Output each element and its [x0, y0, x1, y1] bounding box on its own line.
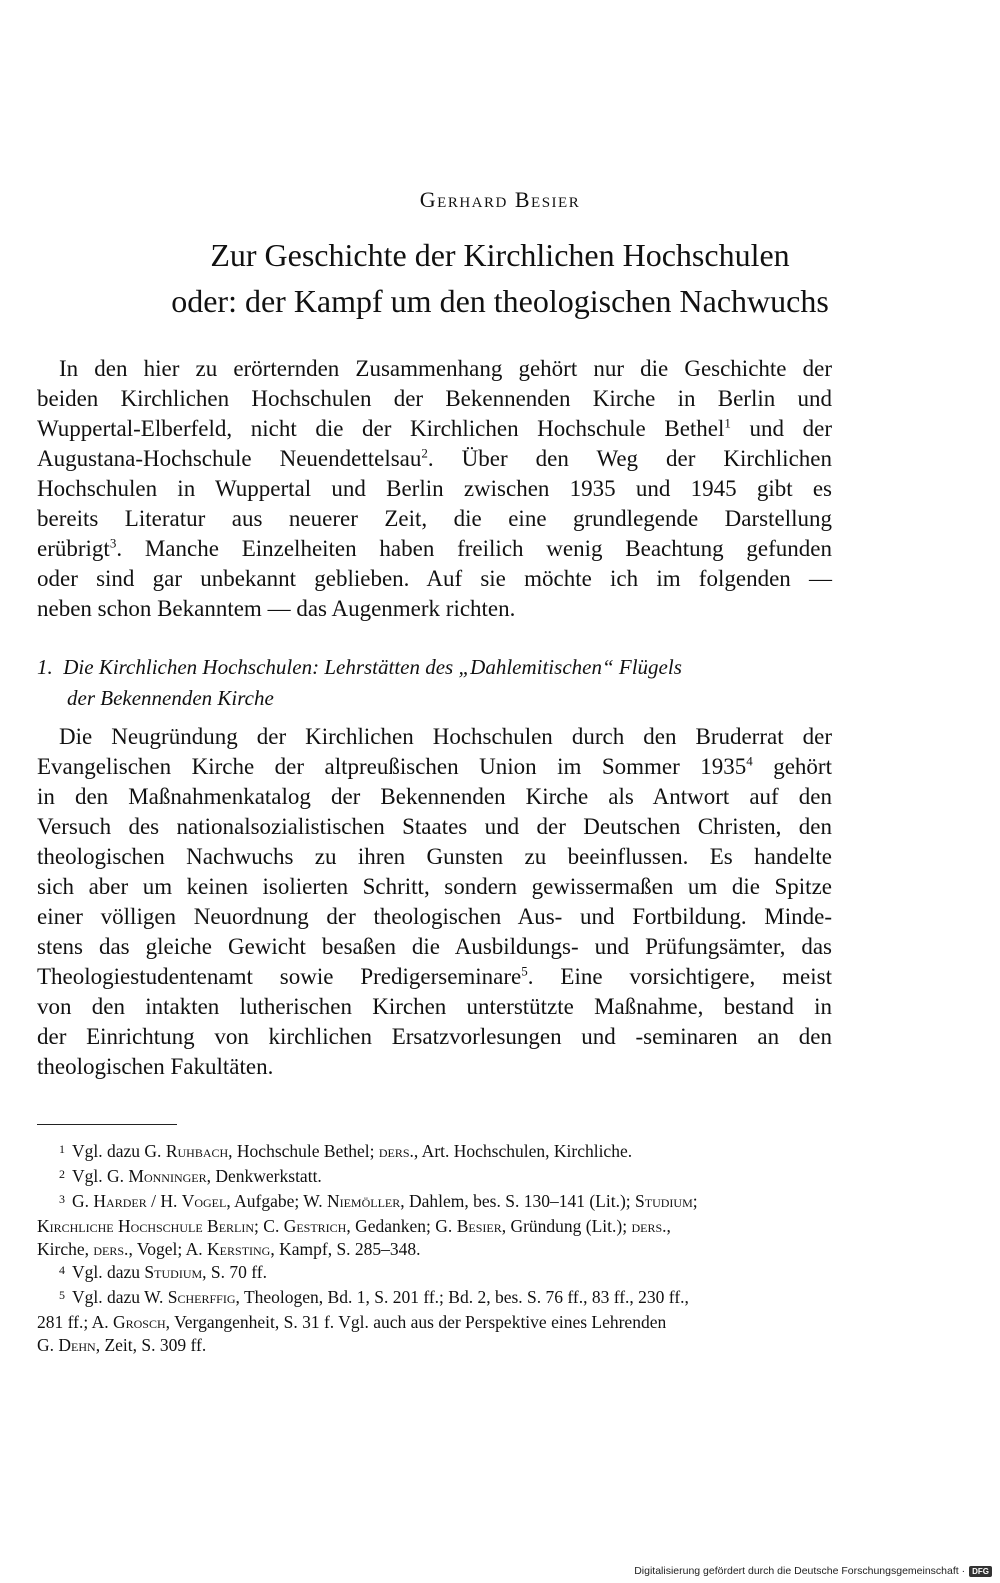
text-line: oder sind gar unbekannt geblieben. Auf sie möchte ich im folgenden — — [37, 566, 832, 591]
title-line-1: Zur Geschichte der Kirchlichen Hochschulen — [210, 237, 790, 273]
intro-paragraph — [37, 354, 832, 624]
text-line: beiden Kirchlichen Hochschulen der Bekennenden Kirche in Berlin und — [37, 386, 832, 411]
text-line: Augustana-Hochschule Neuendettelsau$^2$. Über den Weg der Kirchlichen — [37, 445, 832, 471]
text-line: stens das gleiche Gewicht besaßen die Ausbildungs- und Prüfungsämter, das — [37, 934, 832, 959]
text-line: theologischen Nachwuchs zu ihren Gunsten zu beeinflussen. Es handelte — [37, 844, 832, 869]
text-line: von den intakten lutherischen Kirchen unterstützte Maßnahme, bestand in — [37, 994, 832, 1019]
section-heading — [37, 652, 832, 714]
text-line: Evangelischen Kirche der altpreußischen Union im Sommer 1935$^4$ gehört — [37, 753, 832, 779]
footnote-3-cont: Kirchliche Hochschule Berlin; C. Gestrich, Gedanken; G. Besier, Gründung (Lit.); ders., — [37, 1216, 671, 1236]
title-line-2: oder: der Kampf um den theologischen Nachwuchs — [171, 283, 829, 319]
text-line: Hochschulen in Wuppertal und Berlin zwischen 1935 und 1945 gibt es — [37, 476, 832, 501]
text-line: Versuch des nationalsozialistischen Staates und der Deutschen Christen, den — [37, 814, 832, 839]
footnote-3-cont: Kirche, ders., Vogel; A. Kersting, Kampf, S. 285–348. — [37, 1239, 421, 1259]
footnote-rule — [37, 1124, 177, 1125]
text-line: in den Maßnahmenkatalog der Bekennenden Kirche als Antwort auf den — [37, 784, 832, 809]
text-line: theologischen Fakultäten. — [37, 1054, 274, 1079]
footnotes — [37, 1140, 832, 1357]
footnote-ref: 2 — [421, 445, 428, 461]
text-line: erübrigt$^3$. Manche Einzelheiten haben freilich wenig Beachtung gefunden — [37, 535, 832, 561]
footnote-3: 3 G. Harder / H. Vogel, Aufgabe; W. Niemöller, Dahlem, bes. S. 130–141 (Lit.); Studium; — [59, 1191, 698, 1211]
footnote-5-cont: G. Dehn, Zeit, S. 309 ff. — [37, 1335, 207, 1355]
text-line: sich aber um keinen isolierten Schritt, sondern gewissermaßen um die Spitze — [37, 874, 832, 899]
section-heading-line-2: der Bekennenden Kirche — [67, 686, 274, 710]
footnote-ref: 4 — [746, 753, 753, 769]
text-line: Theologiestudentenamt sowie Predigerseminare$^5$. Eine vorsichtigere, meist — [37, 963, 832, 989]
credit-text: Digitalisierung gefördert durch die Deutsche Forschungsgemeinschaft · — [634, 1565, 966, 1577]
text-line: Wuppertal-Elberfeld, nicht die der Kirchlichen Hochschule Bethel$^1$ und der — [37, 415, 832, 441]
article-title — [0, 232, 1000, 324]
text-line: der Einrichtung von kirchlichen Ersatzvorlesungen und -seminaren an den — [37, 1024, 832, 1049]
dfg-logo-icon: DFG — [969, 1566, 992, 1577]
footnote-4: 4 Vgl. dazu Studium, S. 70 ff. — [59, 1262, 267, 1282]
footnote-1: 1 Vgl. dazu G. Ruhbach, Hochschule Bethel; ders., Art. Hochschulen, Kirchliche. — [59, 1141, 633, 1161]
section-paragraph — [37, 722, 832, 1082]
text-line: einer völligen Neuordnung der theologischen Aus- und Fortbildung. Minde- — [37, 904, 832, 929]
text-line: neben schon Bekanntem — das Augenmerk richten. — [37, 596, 516, 621]
section-heading-line-1: 1. Die Kirchlichen Hochschulen: Lehrstätten des „Dahlemitischen“ Flügels — [37, 655, 682, 679]
text-line: bereits Literatur aus neuerer Zeit, die eine grundlegende Darstellung — [37, 506, 832, 531]
footnote-5-cont: 281 ff.; A. Grosch, Vergangenheit, S. 31 f. Vgl. auch aus der Perspektive eines Lehrenden — [37, 1312, 667, 1332]
text-line: In den hier zu erörternden Zusammenhang gehört nur die Geschichte der — [59, 356, 832, 381]
text-line: Die Neugründung der Kirchlichen Hochschulen durch den Bruderrat der — [59, 724, 832, 749]
footnote-ref: 5 — [521, 963, 528, 979]
footnote-5: 5 Vgl. dazu W. Scherffig, Theologen, Bd. 1, S. 201 ff.; Bd. 2, bes. S. 76 ff., 83 ff., 230 ff., — [59, 1287, 689, 1307]
author-name: Gerhard Besier — [419, 187, 581, 212]
digitization-credit — [634, 1565, 992, 1577]
footnote-2: 2 Vgl. G. Monninger, Denkwerkstatt. — [59, 1166, 322, 1186]
footnote-ref: 1 — [724, 415, 731, 431]
section-number: 1. — [37, 655, 53, 679]
footnote-ref: 3 — [109, 535, 117, 551]
